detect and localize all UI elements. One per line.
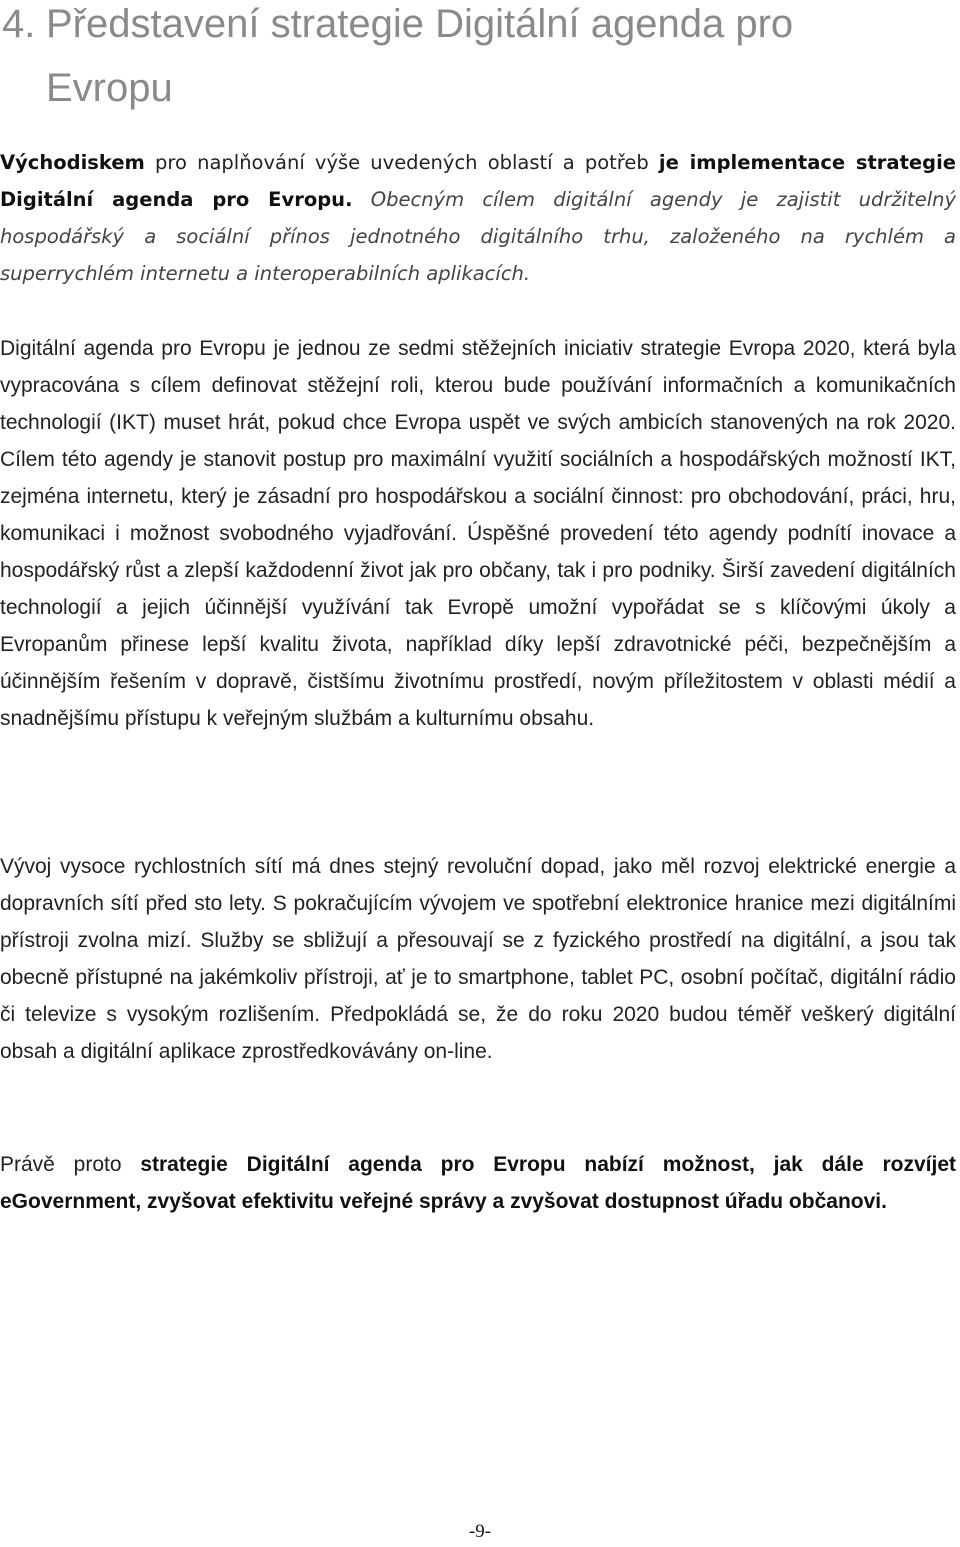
section-title-line2: Evropu xyxy=(46,66,173,110)
intro-italic-goal: Obecným cílem digitální agendy je zajistit udržitelný hospodářský a sociální přínos jednotného digitálního trhu, založeného na rychlém a superrychlém internetu a interoperabilních aplikacích. xyxy=(0,188,957,285)
section-title-line1: Představení strategie Digitální agenda pro xyxy=(46,2,794,46)
intro-bold-implementation: je implementace strategie Digitální agenda pro Evropu. xyxy=(0,151,956,211)
body-paragraph-1: Digitální agenda pro Evropu je jednou ze sedmi stěžejních iniciativ strategie Evropa 2020, která byla vypracována s cílem definovat stěžejní roli, kterou bude používání informačních a komunikačních technologií (IKT) muset hrát, pokud chce Evropa uspět ve svých ambicích stanovených na rok 2020. Cílem této agendy je stanovit postup pro maximální využití sociálních a hospodářských možností IKT, zejména internetu, který je zásadní pro hospodářskou a sociální činnost: pro obchodování, práci, hru, komunikaci i možnost svobodného vyjadřování. Úspěšné provedení této agendy podnítí inovace a hospodářský růst a zlepší každodenní život jak pro občany, tak i pro podniky. Širší zavedení digitálních technologií a jejich účinnější využívání tak Evropě umožní vypořádat se s klíčovými úkoly a Evropanům přinese lepší kvalitu života, například díky lepší zdravotnické péči, bezpečnějším a účinnějším řešením v dopravě, čistšímu životnímu prostředí, novým příležitostem v oblasti médií a snadnějšímu přístupu k veřejným službám a kulturnímu obsahu. xyxy=(0,337,956,730)
body-paragraph-2: Vývoj vysoce rychlostních sítí má dnes stejný revoluční dopad, jako měl rozvoj elektrické energie a dopravních sítí před sto lety. S pokračujícím vývojem ve spotřební elektronice hranice mezi digitálními přístroji zvolna mizí. Služby se sbližují a přesouvají se z fyzického prostředí na digitální, a jsou tak obecně přístupné na jakémkoliv přístroji, ať je to smartphone, tablet PC, osobní počítač, digitální rádio či televize s vysokým rozlišením. Předpokládá se, že do roku 2020 budou téměř veškerý digitální obsah a digitální aplikace zprostředkovávány on-line. xyxy=(0,855,956,1063)
page-number: -9- xyxy=(468,1521,492,1542)
section-number: 4. xyxy=(2,2,36,46)
paragraph-3-text: Právě proto xyxy=(0,1153,141,1176)
body-paragraph-3 xyxy=(0,1146,956,1220)
intro-paragraph xyxy=(0,144,956,292)
paragraph-3-bold: strategie Digitální agenda pro Evropu nabízí možnost, jak dále rozvíjet eGovernment, zvyšovat efektivitu veřejné správy a zvyšovat dostupnost úřadu občanovi. xyxy=(0,1153,956,1213)
section-heading xyxy=(2,0,957,120)
intro-text: pro naplňování výše uvedených oblastí a potřeb xyxy=(144,151,659,174)
intro-space xyxy=(352,188,370,211)
intro-bold-start: Východiskem xyxy=(0,151,145,174)
